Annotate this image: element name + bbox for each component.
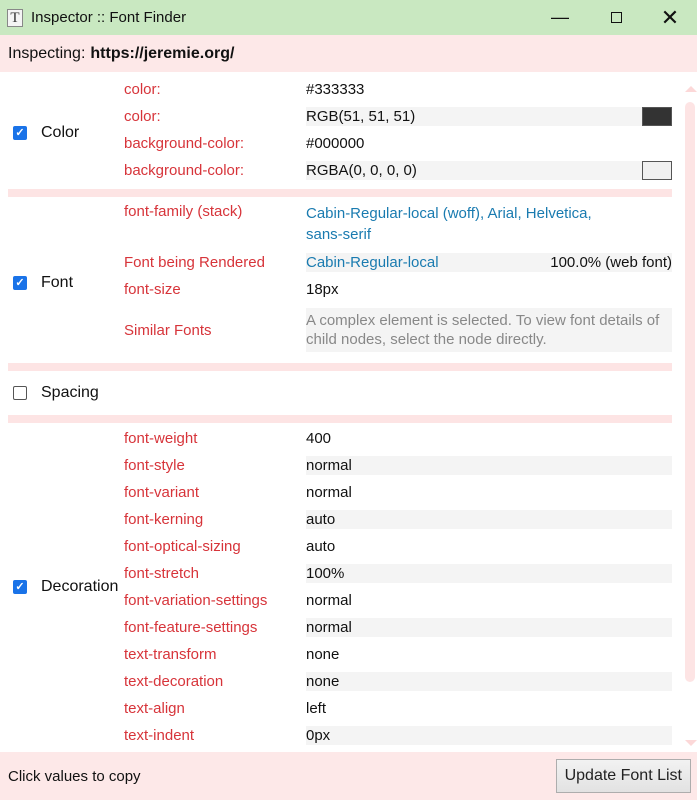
font-family-value[interactable]: Cabin-Regular-local (woff), Arial, Helvetica, sans-serif xyxy=(306,205,592,243)
property-key: font-style xyxy=(124,457,185,474)
property-key: text-align xyxy=(124,700,185,717)
property-key: font-kerning xyxy=(124,511,204,528)
property-row[interactable] xyxy=(124,668,672,695)
property-row[interactable] xyxy=(124,641,672,668)
property-row[interactable] xyxy=(124,506,672,533)
property-value[interactable]: #000000 xyxy=(306,135,365,152)
update-font-list-button[interactable]: Update Font List xyxy=(556,759,691,793)
property-key: font-stretch xyxy=(124,565,200,582)
property-value[interactable]: auto xyxy=(306,538,336,555)
property-value[interactable]: none xyxy=(306,673,340,690)
property-value[interactable]: none xyxy=(306,646,340,663)
close-button[interactable]: ✕ xyxy=(660,4,680,30)
property-key: background-color: xyxy=(124,135,245,152)
property-value[interactable]: RGB(51, 51, 51) xyxy=(306,108,416,125)
property-key: font-variation-settings xyxy=(124,592,268,609)
property-key: text-transform xyxy=(124,646,217,663)
property-key: Font being Rendered xyxy=(124,254,265,271)
title-bar xyxy=(0,0,697,35)
property-row[interactable] xyxy=(124,157,672,184)
inspecting-label: Inspecting: xyxy=(8,44,86,62)
spacing-checkbox[interactable] xyxy=(13,386,27,400)
property-row[interactable] xyxy=(124,76,672,103)
inspector-panel xyxy=(0,72,684,752)
property-key: color: xyxy=(124,81,161,98)
font-size-row[interactable] xyxy=(124,276,672,303)
decoration-checkbox[interactable]: ✓ xyxy=(13,580,27,594)
property-key: font-size xyxy=(124,281,181,298)
scrollbar[interactable] xyxy=(684,72,697,752)
property-row[interactable] xyxy=(124,425,672,452)
font-rendered-row[interactable] xyxy=(124,249,672,276)
color-section xyxy=(0,72,684,189)
property-row[interactable] xyxy=(124,695,672,722)
copy-hint: Click values to copy xyxy=(8,767,141,785)
property-value[interactable]: #333333 xyxy=(306,81,365,98)
property-row[interactable] xyxy=(124,479,672,506)
property-value[interactable]: 0px xyxy=(306,727,331,744)
font-family-row[interactable] xyxy=(124,203,672,249)
similar-fonts-message: A complex element is selected. To view font details of child nodes, select the node directly. xyxy=(306,308,672,352)
inspecting-url: https://jeremie.org/ xyxy=(90,44,235,62)
property-value[interactable]: 400 xyxy=(306,430,332,447)
similar-fonts-row xyxy=(124,305,672,355)
footer xyxy=(0,752,697,800)
property-row[interactable] xyxy=(124,452,672,479)
decoration-section xyxy=(0,423,684,749)
spacing-section-label: Spacing xyxy=(41,384,99,401)
property-value[interactable]: RGBA(0, 0, 0, 0) xyxy=(306,162,417,179)
inspecting-bar xyxy=(0,35,697,72)
font-rendered-percent: 100.0% (web font) xyxy=(550,254,672,271)
color-checkbox[interactable]: ✓ xyxy=(13,126,27,140)
property-value[interactable]: auto xyxy=(306,511,336,528)
property-key: font-family (stack) xyxy=(124,203,243,220)
font-section xyxy=(0,197,684,363)
property-value[interactable]: normal xyxy=(306,484,352,501)
property-key: Similar Fonts xyxy=(124,321,212,339)
property-row[interactable] xyxy=(124,587,672,614)
property-row[interactable] xyxy=(124,533,672,560)
font-size-value[interactable]: 18px xyxy=(306,281,339,298)
color-swatch[interactable] xyxy=(642,107,672,126)
font-rendered-value[interactable]: Cabin-Regular-local xyxy=(306,254,439,271)
property-value[interactable]: normal xyxy=(306,457,352,474)
scroll-up-arrow-icon[interactable] xyxy=(685,86,697,92)
scrollbar-thumb[interactable] xyxy=(685,102,695,682)
property-value[interactable]: 100% xyxy=(306,565,345,582)
property-key: color: xyxy=(124,108,161,125)
property-key: font-optical-sizing xyxy=(124,538,241,555)
color-swatch[interactable] xyxy=(642,161,672,180)
app-icon: T xyxy=(7,9,23,27)
property-value[interactable]: left xyxy=(306,700,327,717)
property-row[interactable] xyxy=(124,614,672,641)
property-row[interactable] xyxy=(124,560,672,587)
maximize-button[interactable] xyxy=(593,0,639,35)
property-value[interactable]: normal xyxy=(306,592,352,609)
property-key: text-indent xyxy=(124,727,195,744)
property-key: font-weight xyxy=(124,430,198,447)
scroll-down-arrow-icon[interactable] xyxy=(685,740,697,746)
property-key: text-decoration xyxy=(124,673,224,690)
color-section-label: Color xyxy=(41,123,80,141)
property-row[interactable] xyxy=(124,722,672,749)
spacing-section xyxy=(0,371,684,415)
property-key: background-color: xyxy=(124,162,245,179)
minimize-button[interactable]: — xyxy=(551,7,569,27)
section-divider xyxy=(8,415,672,423)
font-checkbox[interactable]: ✓ xyxy=(13,276,27,290)
property-value[interactable]: normal xyxy=(306,619,352,636)
property-row[interactable] xyxy=(124,130,672,157)
font-section-label: Font xyxy=(41,274,74,291)
section-divider xyxy=(8,363,672,371)
property-key: font-variant xyxy=(124,484,200,501)
window-title: Inspector :: Font Finder xyxy=(31,9,187,26)
property-row[interactable] xyxy=(124,103,672,130)
section-divider xyxy=(8,189,672,197)
property-key: font-feature-settings xyxy=(124,619,258,636)
decoration-section-label: Decoration xyxy=(41,578,119,595)
